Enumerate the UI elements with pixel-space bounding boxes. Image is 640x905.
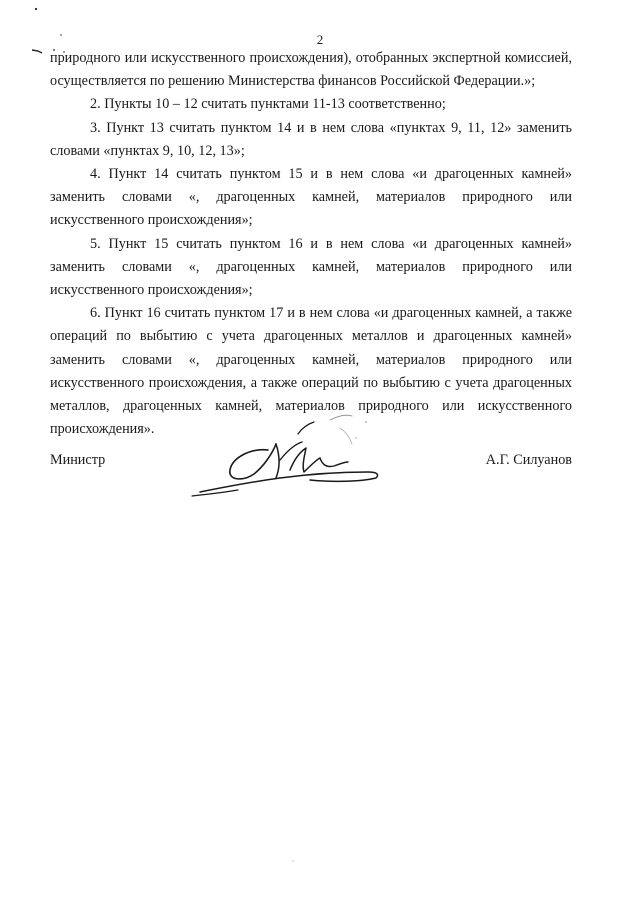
scan-speck bbox=[32, 50, 42, 53]
document-body bbox=[50, 47, 572, 441]
signature-stroke bbox=[330, 415, 352, 420]
paragraph-item-4: 4. Пункт 14 считать пунктом 15 и в нем слова «и драгоценных камней» заменить словами «, драгоценных камней, материалов природного или искусственного происхождения»; bbox=[50, 166, 572, 229]
scan-speck bbox=[35, 8, 37, 10]
paragraph-item-6: 6. Пункт 16 считать пунктом 17 и в нем слова «и драгоценных камней, а также операций по выбытию с учета драгоценных металлов и драгоценных камней» заменить словами «, драгоценных камней, материалов природного или искусственного происхождения, а также операций по выбытию с учета драгоценных металлов, драгоценных камней, материалов природного или искусственного происхождения». bbox=[50, 305, 572, 438]
signature-stroke bbox=[340, 428, 352, 444]
signatory-name: А.Г. Силуанов bbox=[485, 452, 572, 468]
scan-speck bbox=[292, 860, 293, 861]
paragraph-item-5: 5. Пункт 15 считать пунктом 16 и в нем слова «и драгоценных камней» заменить словами «, драгоценных камней, материалов природного или искусственного происхождения»; bbox=[50, 235, 572, 299]
signature-dot bbox=[355, 437, 356, 438]
paragraph-item-2: 2. Пункты 10 – 12 считать пунктами 11-13 соответственно; bbox=[90, 96, 446, 113]
signature-stroke bbox=[192, 490, 238, 496]
page-number: 2 bbox=[316, 32, 324, 47]
signatory-role: Министр bbox=[50, 452, 106, 468]
paragraph-item-3: 3. Пункт 13 считать пунктом 14 и в нем слова «пунктах 9, 11, 12» заменить словами «пунктах 9, 10, 12, 13»; bbox=[50, 119, 572, 159]
scan-speck-bottom bbox=[290, 858, 296, 864]
paragraph-continuation: природного или искусственного происхождения), отобранных экспертной комиссией, осуществляется по решению Министерства финансов Российской Федерации.»; bbox=[50, 50, 572, 90]
signature-block bbox=[50, 452, 572, 482]
signature-dot bbox=[365, 421, 367, 423]
signature-stroke bbox=[298, 422, 314, 434]
